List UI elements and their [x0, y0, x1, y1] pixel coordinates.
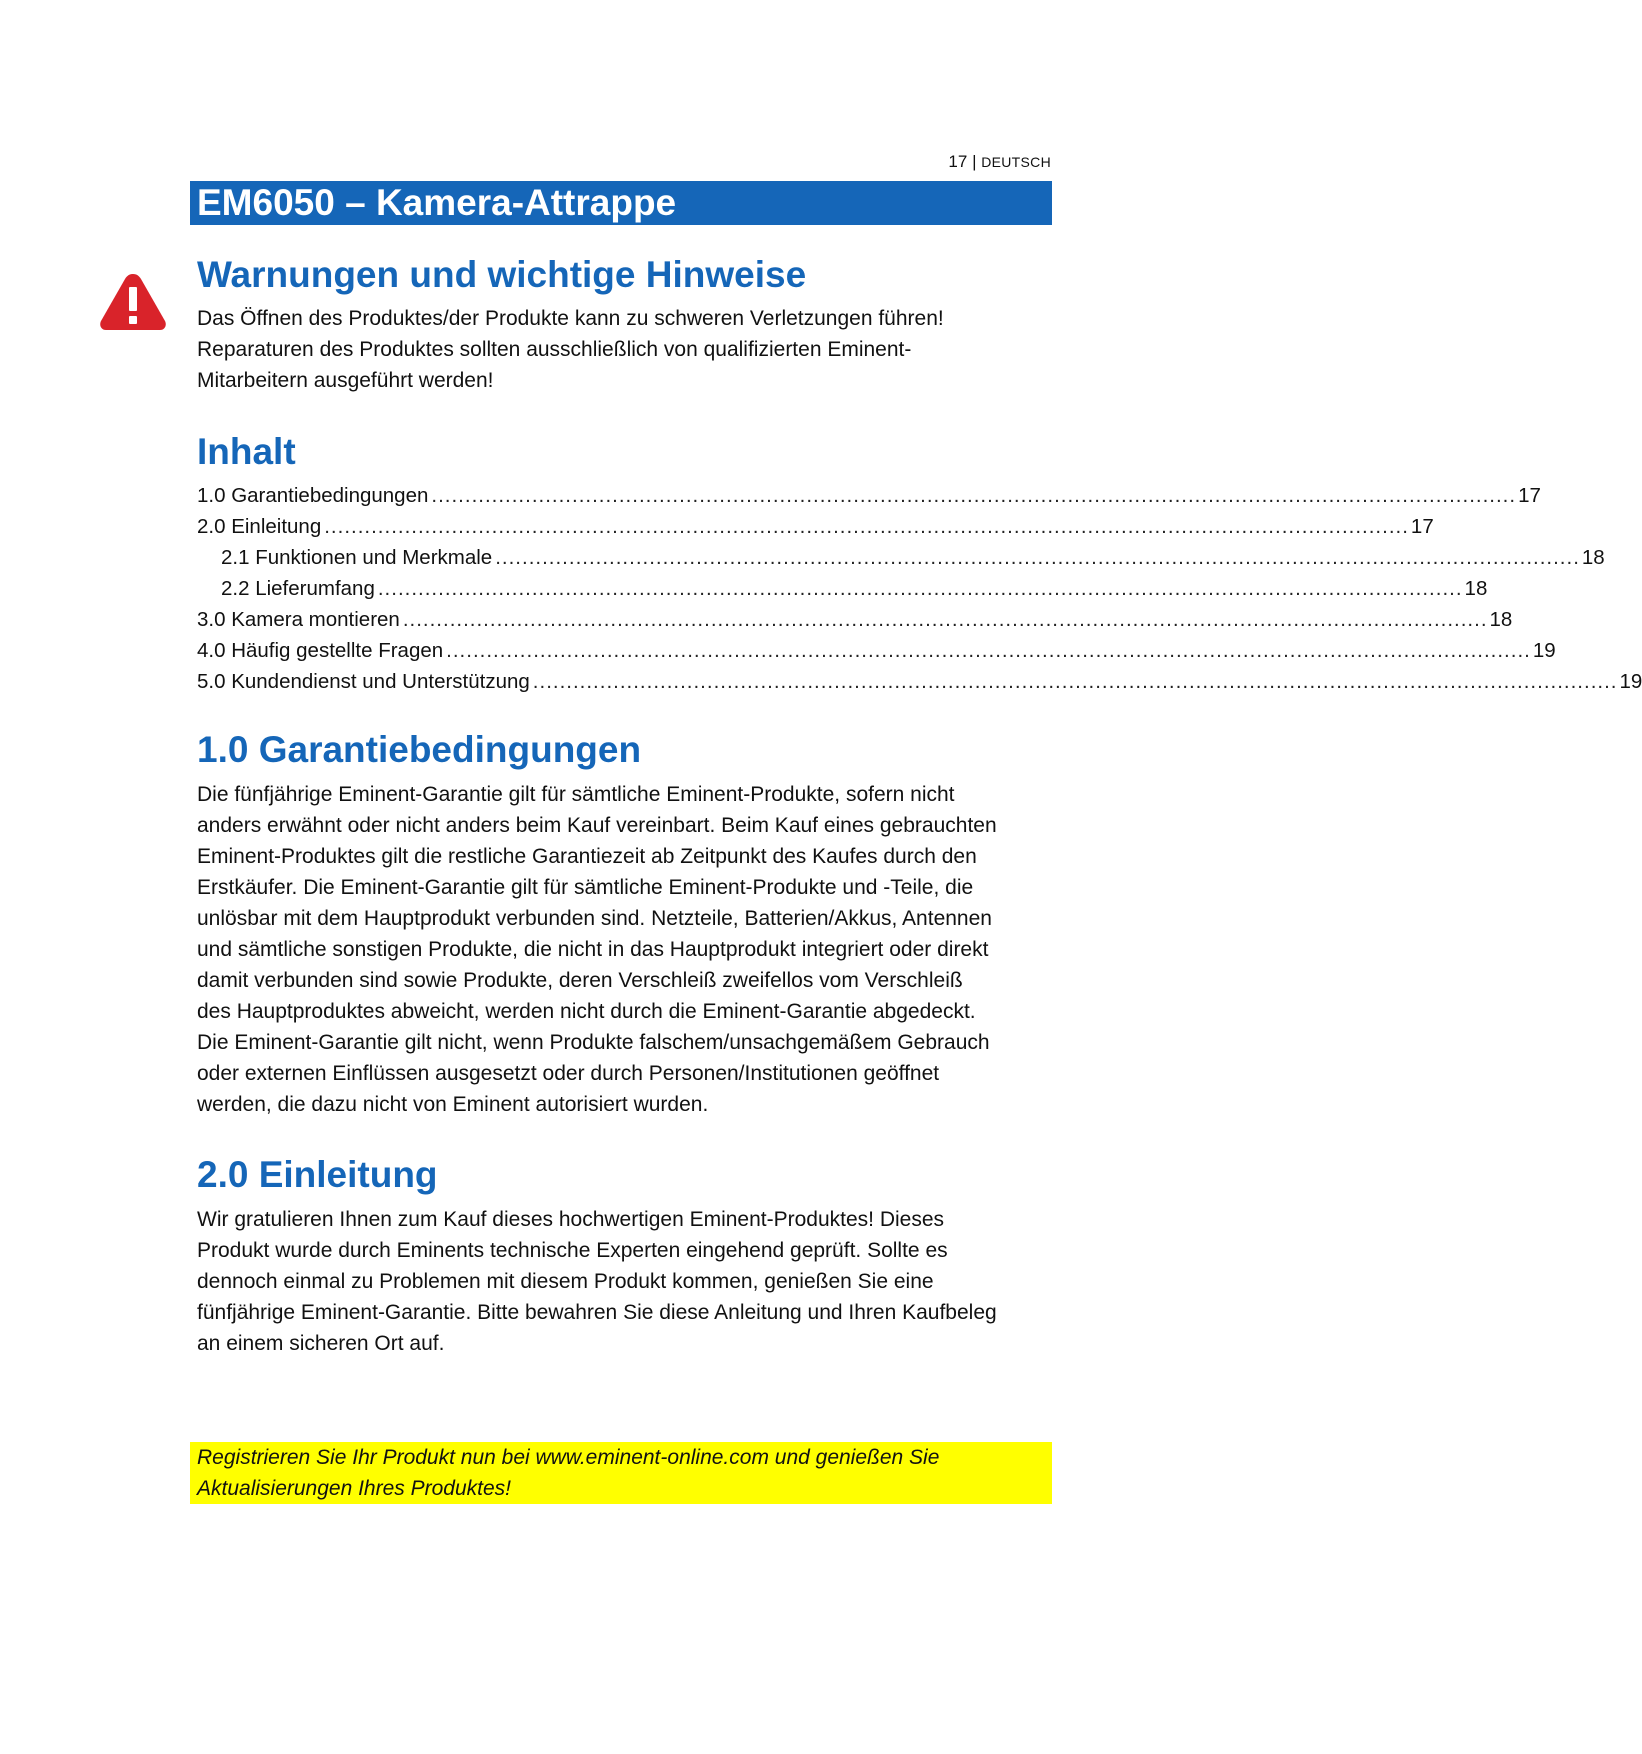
warranty-line: Die Eminent-Garantie gilt nicht, wenn Produkte falschem/unsachgemäßem Gebrauch	[197, 1031, 990, 1054]
warning-line: Mitarbeitern ausgeführt werden!	[197, 369, 494, 392]
registration-notice	[190, 1442, 1052, 1504]
toc-entry-label: 4.0 Häufig gestellte Fragen	[197, 639, 444, 662]
warning-line: Das Öffnen des Produktes/der Produkte kann zu schweren Verletzungen führen!	[197, 307, 944, 330]
notice-line: Aktualisierungen Ihres Produktes!	[197, 1477, 512, 1500]
toc-entry[interactable]	[197, 666, 1642, 697]
toc-entry-label: 5.0 Kundendienst und Unterstützung	[197, 670, 530, 693]
table-of-contents	[197, 480, 1642, 697]
toc-entry-label: 2.2 Lieferumfang	[221, 577, 375, 600]
title-bar	[190, 181, 1052, 225]
header-language: DEUTSCH	[981, 154, 1051, 170]
toc-entry-label: 3.0 Kamera montieren	[197, 608, 400, 631]
introduction-line: fünfjährige Eminent-Garantie. Bitte bewahren Sie diese Anleitung und Ihren Kaufbeleg	[197, 1301, 997, 1324]
toc-leader: ..................................................................................................................................................................	[532, 670, 1618, 693]
toc-leader: ..................................................................................................................................................................	[324, 515, 1409, 538]
warranty-line: anders erwähnt oder nicht anders beim Kauf vereinbart. Beim Kauf eines gebrauchten	[197, 814, 997, 837]
section-heading-introduction: 2.0 Einleitung	[197, 1154, 438, 1195]
warranty-text	[197, 779, 1055, 1120]
toc-entry[interactable]	[197, 573, 1488, 604]
toc-entry-page: 17	[1410, 515, 1434, 538]
warranty-line: und sämtliche sonstigen Produkte, die nicht in das Hauptprodukt integriert oder direkt	[197, 938, 989, 961]
warranty-line: unlösbar mit dem Hauptprodukt verbunden sind. Netzteile, Batterien/Akkus, Antennen	[197, 907, 992, 930]
toc-leader: ..................................................................................................................................................................	[402, 608, 1488, 631]
document-title: EM6050 – Kamera-Attrappe	[197, 182, 677, 223]
warning-text	[197, 303, 1055, 396]
introduction-text	[197, 1204, 1055, 1359]
warranty-line: Erstkäufer. Die Eminent-Garantie gilt für sämtliche Eminent-Produkte und -Teile, die	[197, 876, 974, 899]
toc-leader: ..................................................................................................................................................................	[495, 546, 1580, 569]
toc-entry[interactable]	[197, 604, 1513, 635]
toc-entry-page: 18	[1581, 546, 1605, 569]
warranty-line: Eminent-Produktes gilt die restliche Garantiezeit ab Zeitpunkt des Kaufes durch den	[197, 845, 977, 868]
section-heading-warranty: 1.0 Garantiebedingungen	[197, 729, 642, 770]
notice-line: Registrieren Sie Ihr Produkt nun bei www.eminent-online.com und genießen Sie	[197, 1446, 940, 1469]
introduction-line: Wir gratulieren Ihnen zum Kauf dieses hochwertigen Eminent-Produktes! Dieses	[197, 1208, 945, 1231]
toc-entry[interactable]	[197, 480, 1541, 511]
toc-entry-page: 18	[1464, 577, 1488, 600]
toc-leader: ..................................................................................................................................................................	[377, 577, 1463, 600]
toc-entry-label: 1.0 Garantiebedingungen	[197, 484, 429, 507]
introduction-line: Produkt wurde durch Eminents technische Experten eingehend geprüft. Sollte es	[197, 1239, 948, 1262]
warranty-line: werden, die dazu nicht von Eminent autorisiert wurden.	[197, 1093, 709, 1116]
toc-entry-label: 2.1 Funktionen und Merkmale	[221, 546, 493, 569]
page-content	[197, 252, 1642, 1359]
toc-entry-label: 2.0 Einleitung	[197, 515, 322, 538]
warranty-line: damit verbunden sind sowie Produkte, deren Verschleiß zweifellos vom Verschleiß	[197, 969, 963, 992]
toc-entry[interactable]	[197, 511, 1434, 542]
toc-leader: ..................................................................................................................................................................	[431, 484, 1517, 507]
header-separator: |	[972, 152, 977, 171]
warranty-line: Die fünfjährige Eminent-Garantie gilt für sämtliche Eminent-Produkte, sofern nicht	[197, 783, 955, 806]
page-number: 17	[948, 152, 968, 171]
toc-entry-page: 17	[1518, 484, 1541, 507]
toc-heading: Inhalt	[197, 431, 296, 472]
toc-entry[interactable]	[197, 542, 1605, 573]
warning-line: Reparaturen des Produktes sollten ausschließlich von qualifizierten Eminent-	[197, 338, 912, 361]
warranty-line: oder externen Einflüssen ausgesetzt oder durch Personen/Institutionen geöffnet	[197, 1062, 940, 1085]
toc-leader: ..................................................................................................................................................................	[446, 639, 1531, 662]
introduction-line: dennoch einmal zu Problemen mit diesem Produkt kommen, genießen Sie eine	[197, 1270, 934, 1293]
toc-entry-page: 19	[1532, 639, 1556, 662]
page-header	[948, 152, 1051, 172]
toc-entry-page: 18	[1489, 608, 1513, 631]
warranty-line: des Hauptproduktes abweicht, werden nicht durch die Eminent-Garantie abgedeckt.	[197, 1000, 976, 1023]
toc-entry-page: 19	[1619, 670, 1642, 693]
toc-entry[interactable]	[197, 635, 1556, 666]
introduction-line: an einem sicheren Ort auf.	[197, 1332, 445, 1355]
warning-heading: Warnungen und wichtige Hinweise	[197, 254, 807, 295]
warning-triangle-icon	[98, 271, 168, 333]
